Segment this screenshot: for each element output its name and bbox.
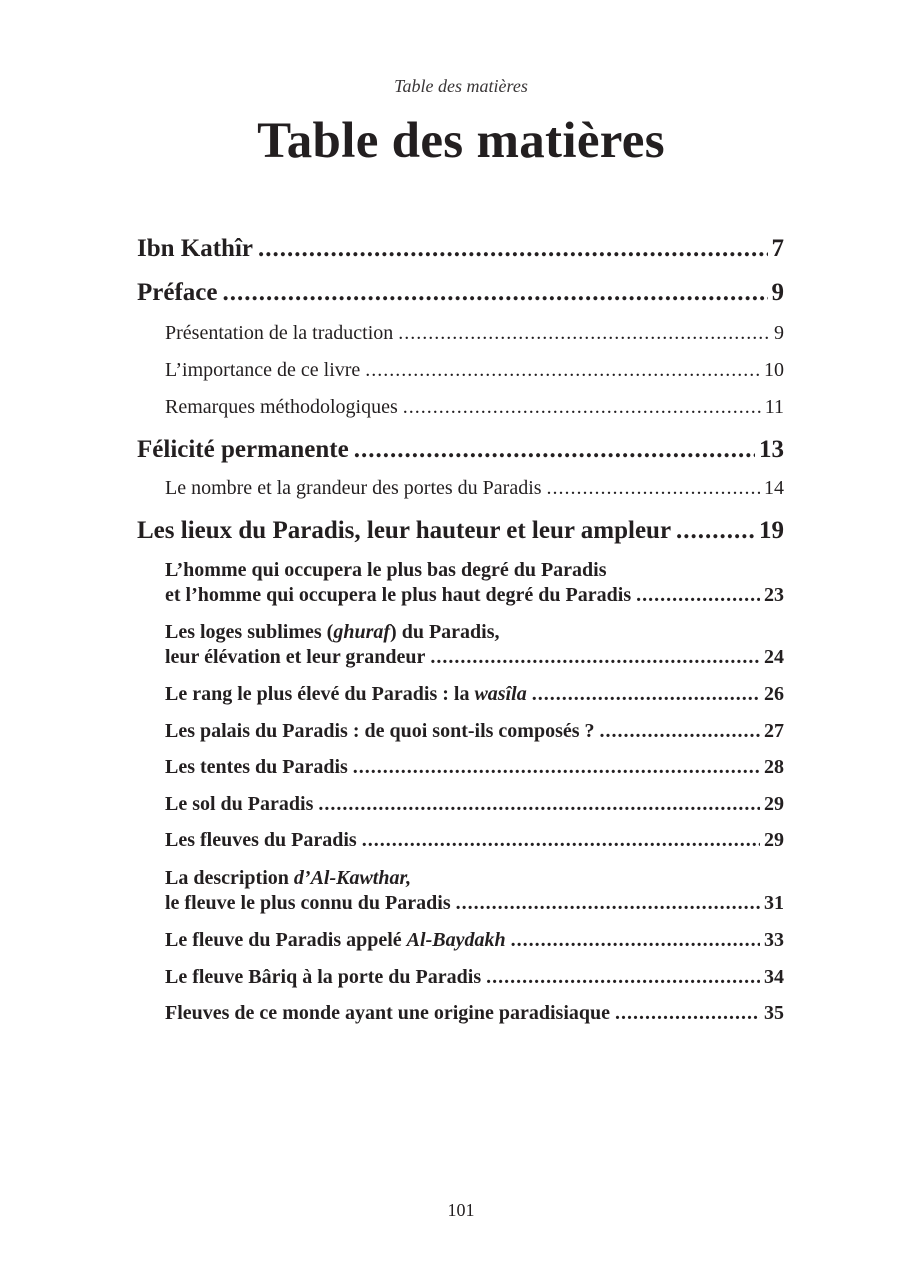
toc-entry-label: le fleuve le plus connu du Paradis [165,892,451,914]
toc-section-presentation[interactable] [165,322,784,345]
toc-section-kawthar-line1: La description d’Al-Kawthar, [165,867,412,889]
toc-page-number: 34 [764,966,784,988]
dot-leader [532,683,760,706]
dot-leader [430,646,760,669]
toc-page-number: 11 [764,396,784,418]
toc-entry-label: Les fleuves du Paradis [165,829,357,851]
toc-entry-label: Préface [137,279,218,306]
toc-page-number: 24 [764,646,784,668]
toc-section-fleuves[interactable] [165,829,784,852]
toc-section-kawthar[interactable] [165,892,784,915]
dot-leader [222,279,767,307]
toc-section-homme[interactable] [165,584,784,607]
toc-entry-label: L’importance de ce livre [165,359,361,381]
toc-entry-label: Les lieux du Paradis, leur hauteur et leur ampleur [137,517,672,544]
toc-entry-label: leur élévation et leur grandeur [165,646,426,668]
toc-section-fleuves-monde[interactable] [165,1002,784,1025]
toc-chapter-ibn-kathir[interactable] [137,235,784,263]
toc-section-sol[interactable] [165,793,784,816]
toc-entry-label: Remarques méthodologiques [165,396,398,418]
toc-page-number: 13 [759,436,784,463]
dot-leader [456,892,760,915]
dot-leader [511,929,760,952]
toc-chapter-lieux[interactable] [137,517,784,545]
toc-chapter-preface[interactable] [137,279,784,307]
page-number: 101 [447,1200,475,1220]
dot-leader [600,720,760,743]
dot-leader [403,396,761,419]
toc-section-bariq[interactable] [165,966,784,989]
running-head: Table des matières [394,76,528,96]
toc-entry-label: Le fleuve Bâriq à la porte du Paradis [165,966,482,988]
dot-leader [636,584,760,607]
toc-page-number: 23 [764,584,784,606]
toc-entry-label: Les palais du Paradis : de quoi sont-ils composés ? [165,720,595,742]
dot-leader [258,235,767,263]
dot-leader [486,966,760,989]
toc-section-tentes[interactable] [165,756,784,779]
dot-leader [615,1002,760,1025]
toc-page-number: 33 [764,929,784,951]
dot-leader [353,756,760,779]
toc-section-loges-line1: Les loges sublimes (ghuraf) du Paradis, [165,621,500,643]
toc-entry-label: Le fleuve du Paradis appelé Al-Baydakh [165,929,506,951]
toc-entry-label: et l’homme qui occupera le plus haut degré du Paradis [165,584,632,606]
dot-leader [398,322,770,345]
toc-section-importance[interactable] [165,359,784,382]
dot-leader [676,517,755,545]
toc-entry-label: Ibn Kathîr [137,235,254,262]
toc-page-number: 14 [764,477,784,499]
toc-entry-label: Le sol du Paradis [165,793,314,815]
toc-page-number: 28 [764,756,784,778]
toc-section-remarques[interactable] [165,396,784,419]
toc-section-rang[interactable] [165,683,784,706]
toc-page-number: 19 [759,517,784,544]
toc-section-baydakh[interactable] [165,929,784,952]
toc-page-number: 9 [774,322,784,344]
toc-chapter-felicite[interactable] [137,436,784,464]
toc-page-number: 10 [764,359,784,381]
dot-leader [547,477,760,500]
dot-leader [318,793,760,816]
toc-page-number: 9 [771,279,784,306]
toc-entry-label: Le rang le plus élevé du Paradis : la wasîla [165,683,527,705]
dot-leader [362,829,760,852]
toc-page-number: 31 [764,892,784,914]
toc-page-number: 7 [771,235,784,262]
toc-entry-label: Fleuves de ce monde ayant une origine paradisiaque [165,1002,611,1024]
toc-entry-label: Les tentes du Paradis [165,756,348,778]
page-title: Table des matières [257,113,665,169]
toc-page-number: 29 [764,793,784,815]
toc-entry-label: Le nombre et la grandeur des portes du Paradis [165,477,542,499]
toc-page-number: 29 [764,829,784,851]
toc-section-palais[interactable] [165,720,784,743]
toc-section-loges[interactable] [165,646,784,669]
toc-section-portes[interactable] [165,477,784,500]
toc-section-homme-line1: L’homme qui occupera le plus bas degré du Paradis [165,559,607,581]
toc-entry-label: Félicité permanente [137,436,349,463]
toc-page-number: 27 [764,720,784,742]
toc-page-number: 26 [764,683,784,705]
dot-leader [354,436,755,464]
toc-entry-label: Présentation de la traduction [165,322,394,344]
toc-page-number: 35 [764,1002,784,1024]
dot-leader [365,359,760,382]
